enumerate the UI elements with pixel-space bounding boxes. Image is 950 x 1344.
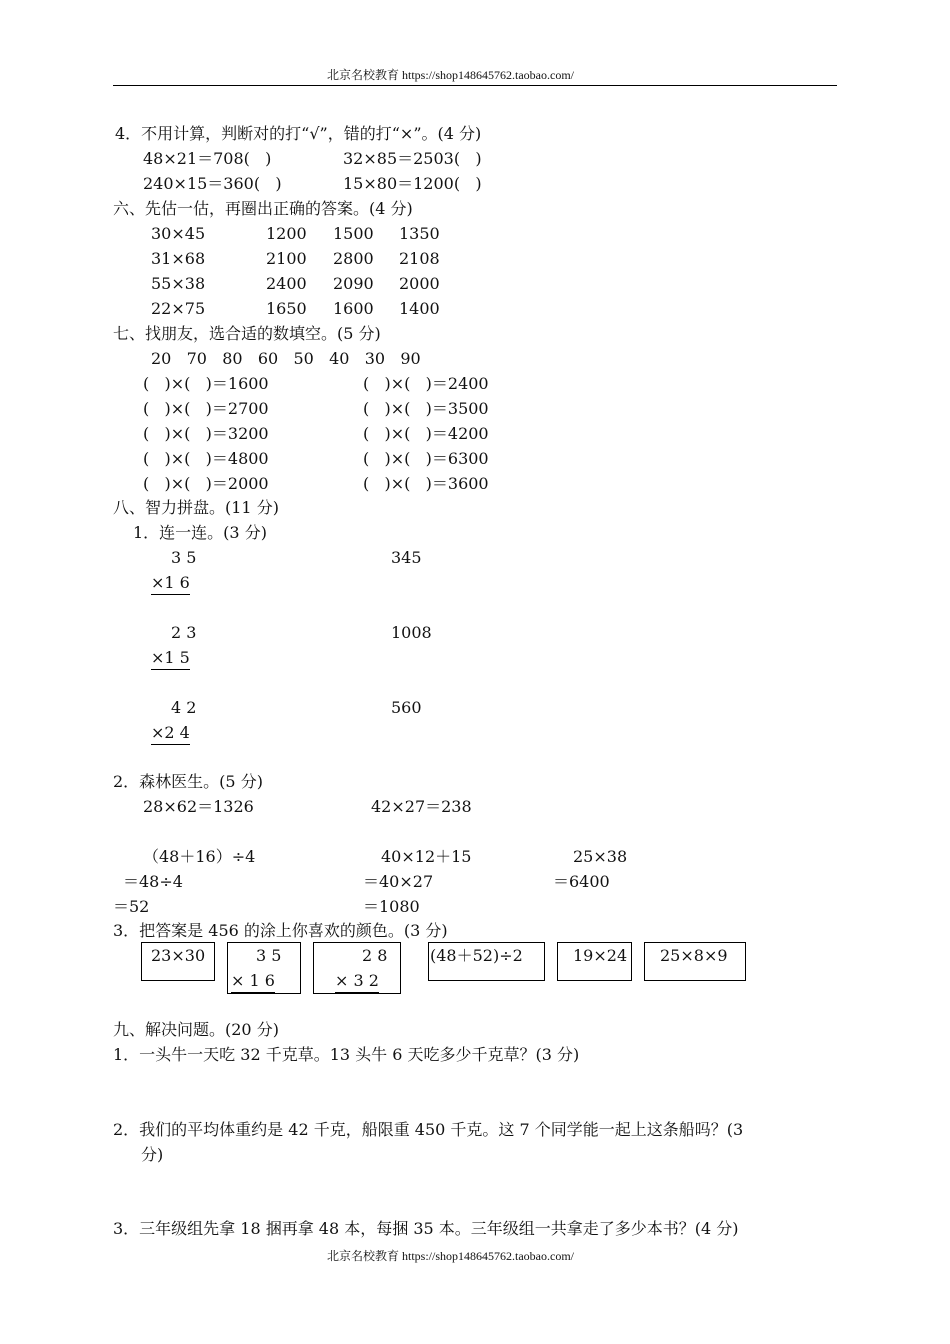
s6-option: 1400 <box>399 299 440 318</box>
page-footer: 北京名校教育 https://shop148645762.taobao.com/ <box>327 1249 574 1263</box>
match-top: 2 3 <box>171 623 197 642</box>
s6-option: 1600 <box>333 299 374 318</box>
s6-option: 2100 <box>266 249 307 268</box>
doctor-step: ＝1080 <box>363 897 420 916</box>
s6-option: 2000 <box>399 274 440 293</box>
s6-option: 1650 <box>266 299 307 318</box>
q4-item: 48×21＝708( ) <box>143 149 272 168</box>
s9-question: 1．一头牛一天吃 32 千克草。13 头牛 6 天吃多少千克草？(3 分) <box>113 1045 580 1064</box>
s7-blank-eq: ( )×( )＝2700 <box>143 399 269 418</box>
color-box[interactable] <box>227 942 301 994</box>
doctor-step: ＝6400 <box>553 872 610 891</box>
match-bottom: ×2 4 <box>151 723 190 745</box>
color-box-label: 23×30 <box>151 946 206 965</box>
q4-item: 32×85＝2503( ) <box>343 149 482 168</box>
s9-question: 2．我们的平均体重约是 42 千克，船限重 450 千克。这 7 个同学能一起上这条船吗？(3 <box>113 1120 744 1139</box>
s7-blank-eq: ( )×( )＝2000 <box>143 474 269 493</box>
s6-option: 1350 <box>399 224 440 243</box>
s6-title: 六、先估一估，再圈出正确的答案。(4 分) <box>113 199 413 218</box>
s8-p1-title: 1．连一连。(3 分) <box>133 523 267 542</box>
s6-option: 2400 <box>266 274 307 293</box>
s6-option: 1500 <box>333 224 374 243</box>
s7-blank-eq: ( )×( )＝3200 <box>143 424 269 443</box>
s6-option: 1200 <box>266 224 307 243</box>
s8-title: 八、智力拼盘。(11 分) <box>113 498 279 517</box>
s7-blank-eq: ( )×( )＝4800 <box>143 449 269 468</box>
s7-blank-eq: ( )×( )＝6300 <box>363 449 489 468</box>
q4-item: 240×15＝360( ) <box>143 174 282 193</box>
q4-title: 4．不用计算，判断对的打“√”，错的打“×”。(4 分) <box>115 124 482 143</box>
doctor-step: ＝48÷4 <box>123 872 183 891</box>
doctor-eq: 42×27＝238 <box>371 797 472 816</box>
match-bottom: ×1 6 <box>151 573 190 595</box>
color-box[interactable] <box>313 942 401 994</box>
s9-title: 九、解决问题。(20 分) <box>113 1020 279 1039</box>
doctor-eq: 28×62＝1326 <box>143 797 254 816</box>
color-box-label: × 1 6 <box>231 971 275 993</box>
s6-option: 2108 <box>399 249 440 268</box>
color-box[interactable] <box>557 942 632 981</box>
s7-numbers: 20 70 80 60 50 40 30 90 <box>151 349 421 368</box>
s6-expr: 30×45 <box>151 224 206 243</box>
s7-blank-eq: ( )×( )＝3500 <box>363 399 489 418</box>
doctor-step: ＝40×27 <box>363 872 434 891</box>
match-answer: 345 <box>391 548 422 567</box>
color-box-label: 19×24 <box>573 946 628 965</box>
color-box[interactable] <box>644 942 746 981</box>
s8-p3-title: 3．把答案是 456 的涂上你喜欢的颜色。(3 分) <box>113 921 448 940</box>
color-box[interactable] <box>428 942 545 981</box>
s6-expr: 22×75 <box>151 299 206 318</box>
s9-question-cont: 分) <box>141 1145 164 1164</box>
header-rule <box>113 85 837 86</box>
s7-blank-eq: ( )×( )＝2400 <box>363 374 489 393</box>
color-box-label: 2 8 <box>362 946 388 965</box>
color-box-label: × 3 2 <box>335 971 379 993</box>
color-box[interactable] <box>141 942 215 981</box>
s7-blank-eq: ( )×( )＝4200 <box>363 424 489 443</box>
match-answer: 560 <box>391 698 422 717</box>
color-box-label: (48＋52)÷2 <box>430 946 523 965</box>
q4-item: 15×80＝1200( ) <box>343 174 482 193</box>
s7-title: 七、找朋友，选合适的数填空。(5 分) <box>113 324 381 343</box>
s7-blank-eq: ( )×( )＝1600 <box>143 374 269 393</box>
s6-option: 2800 <box>333 249 374 268</box>
s8-p2-title: 2．森林医生。(5 分) <box>113 772 263 791</box>
doctor-step: （48＋16）÷4 <box>143 847 256 866</box>
match-top: 4 2 <box>171 698 197 717</box>
doctor-step: ＝52 <box>113 897 150 916</box>
doctor-step: 25×38 <box>573 847 628 866</box>
s6-expr: 55×38 <box>151 274 206 293</box>
match-top: 3 5 <box>171 548 197 567</box>
doctor-step: 40×12＋15 <box>381 847 472 866</box>
match-bottom: ×1 5 <box>151 648 190 670</box>
s6-expr: 31×68 <box>151 249 206 268</box>
match-answer: 1008 <box>391 623 432 642</box>
color-box-label: 25×8×9 <box>660 946 728 965</box>
color-box-label: 3 5 <box>256 946 282 965</box>
s7-blank-eq: ( )×( )＝3600 <box>363 474 489 493</box>
page-header: 北京名校教育 https://shop148645762.taobao.com/ <box>327 68 574 82</box>
s6-option: 2090 <box>333 274 374 293</box>
s9-question: 3．三年级组先拿 18 捆再拿 48 本，每捆 35 本。三年级组一共拿走了多少本书？(4 分) <box>113 1219 739 1238</box>
